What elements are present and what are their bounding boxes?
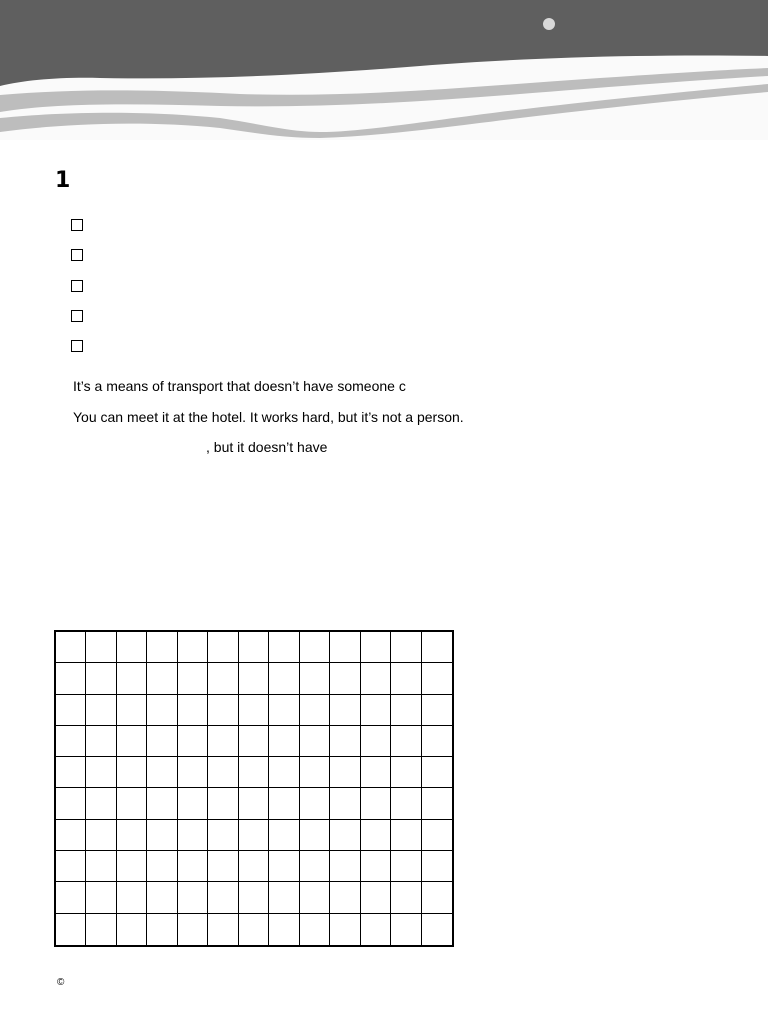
grid-cell[interactable]: [178, 788, 208, 819]
grid-cell[interactable]: [86, 788, 116, 819]
grid-cell[interactable]: [56, 632, 86, 663]
section-number: 1: [55, 168, 71, 193]
grid-cell[interactable]: [422, 851, 452, 882]
grid-cell[interactable]: [86, 632, 116, 663]
grid-cell[interactable]: [422, 695, 452, 726]
grid-cell[interactable]: [269, 882, 299, 913]
grid-cell[interactable]: [391, 788, 421, 819]
header-banner: [0, 0, 768, 140]
grid-cell[interactable]: [361, 663, 391, 694]
grid-cell[interactable]: [269, 695, 299, 726]
grid-cell[interactable]: [391, 914, 421, 945]
grid-cell[interactable]: [422, 663, 452, 694]
grid-cell[interactable]: [391, 726, 421, 757]
checkbox-1[interactable]: [71, 219, 83, 231]
grid-cell[interactable]: [208, 632, 238, 663]
grid-cell[interactable]: [178, 914, 208, 945]
grid-cell[interactable]: [147, 632, 177, 663]
grid-cell[interactable]: [300, 726, 330, 757]
grid-cell[interactable]: [117, 788, 147, 819]
grid-cell[interactable]: [56, 695, 86, 726]
grid-cell[interactable]: [361, 882, 391, 913]
grid-cell[interactable]: [208, 788, 238, 819]
grid-cell[interactable]: [422, 726, 452, 757]
word-search-grid: [54, 630, 454, 947]
grid-cell[interactable]: [208, 914, 238, 945]
grid-cell[interactable]: [208, 695, 238, 726]
grid-cell[interactable]: [178, 757, 208, 788]
grid-cell[interactable]: [330, 882, 360, 913]
grid-cell[interactable]: [178, 851, 208, 882]
grid-cell[interactable]: [361, 632, 391, 663]
grid-cell[interactable]: [117, 726, 147, 757]
grid-cell[interactable]: [147, 726, 177, 757]
grid-cell[interactable]: [56, 914, 86, 945]
grid-cell[interactable]: [300, 820, 330, 851]
grid-cell[interactable]: [269, 788, 299, 819]
grid-cell[interactable]: [269, 632, 299, 663]
grid-cell[interactable]: [178, 726, 208, 757]
clue-text-2: You can meet it at the hotel. It works hard, but it’s not a person.: [73, 409, 464, 425]
grid-cell[interactable]: [86, 726, 116, 757]
grid-cell[interactable]: [239, 663, 269, 694]
grid-cell[interactable]: [422, 914, 452, 945]
grid-cell[interactable]: [56, 820, 86, 851]
grid-cell[interactable]: [300, 663, 330, 694]
grid-cell[interactable]: [239, 632, 269, 663]
grid-cell[interactable]: [391, 695, 421, 726]
grid-cell[interactable]: [422, 882, 452, 913]
grid-cell[interactable]: [300, 914, 330, 945]
grid-cell[interactable]: [330, 632, 360, 663]
grid-cell[interactable]: [330, 757, 360, 788]
grid-cell[interactable]: [86, 757, 116, 788]
banner-dot: [543, 18, 555, 30]
checkbox-4[interactable]: [71, 310, 83, 322]
grid-cell[interactable]: [239, 914, 269, 945]
grid-cell[interactable]: [239, 757, 269, 788]
grid-cell[interactable]: [361, 726, 391, 757]
grid-cell[interactable]: [117, 632, 147, 663]
grid-cell[interactable]: [56, 788, 86, 819]
grid-cell[interactable]: [269, 726, 299, 757]
grid-cell[interactable]: [86, 663, 116, 694]
grid-cell[interactable]: [391, 882, 421, 913]
grid-cell[interactable]: [422, 757, 452, 788]
checkbox-3[interactable]: [71, 280, 83, 292]
grid-cell[interactable]: [117, 882, 147, 913]
grid-cell[interactable]: [361, 820, 391, 851]
grid-cell[interactable]: [330, 726, 360, 757]
grid-cell[interactable]: [269, 663, 299, 694]
grid-cell[interactable]: [147, 788, 177, 819]
grid-cell[interactable]: [208, 663, 238, 694]
grid-cell[interactable]: [330, 663, 360, 694]
grid-cell[interactable]: [269, 757, 299, 788]
grid-cell[interactable]: [269, 820, 299, 851]
grid-cell[interactable]: [239, 820, 269, 851]
grid-cell[interactable]: [239, 851, 269, 882]
grid-cell[interactable]: [422, 788, 452, 819]
grid-cell[interactable]: [239, 726, 269, 757]
grid-cell[interactable]: [86, 820, 116, 851]
grid-cell[interactable]: [269, 851, 299, 882]
grid-cell[interactable]: [178, 882, 208, 913]
grid-cell[interactable]: [239, 882, 269, 913]
grid-cell[interactable]: [86, 882, 116, 913]
checkbox-5[interactable]: [71, 340, 83, 352]
grid-cell[interactable]: [300, 882, 330, 913]
grid-cell[interactable]: [56, 882, 86, 913]
grid-cell[interactable]: [117, 757, 147, 788]
grid-cell[interactable]: [330, 788, 360, 819]
grid-cell[interactable]: [56, 726, 86, 757]
clue-text-3: , but it doesn’t have: [206, 439, 328, 455]
grid-cell[interactable]: [147, 757, 177, 788]
grid-cell[interactable]: [330, 851, 360, 882]
grid-cell[interactable]: [361, 695, 391, 726]
grid-cell[interactable]: [56, 757, 86, 788]
grid-cell[interactable]: [239, 695, 269, 726]
clue-text-1: It’s a means of transport that doesn’t have someone c: [73, 378, 406, 394]
grid-cell[interactable]: [391, 663, 421, 694]
grid-cell[interactable]: [178, 632, 208, 663]
grid-cell[interactable]: [117, 695, 147, 726]
grid-cell[interactable]: [147, 663, 177, 694]
grid-cell[interactable]: [330, 695, 360, 726]
grid-cell[interactable]: [208, 757, 238, 788]
grid-cell[interactable]: [147, 851, 177, 882]
grid-cell[interactable]: [391, 757, 421, 788]
grid-cell[interactable]: [208, 851, 238, 882]
grid-cell[interactable]: [178, 695, 208, 726]
grid-cell[interactable]: [117, 914, 147, 945]
grid-cell[interactable]: [361, 788, 391, 819]
grid-cell[interactable]: [391, 632, 421, 663]
grid-cell[interactable]: [208, 882, 238, 913]
grid-cell[interactable]: [178, 820, 208, 851]
checkbox-list: [71, 219, 83, 370]
grid-cell[interactable]: [147, 882, 177, 913]
grid-cell[interactable]: [86, 851, 116, 882]
grid-cell[interactable]: [300, 851, 330, 882]
grid-cell[interactable]: [147, 695, 177, 726]
checkbox-2[interactable]: [71, 249, 83, 261]
grid-cell[interactable]: [300, 695, 330, 726]
grid-cell[interactable]: [86, 914, 116, 945]
copyright-symbol: ©: [57, 977, 65, 988]
grid-cell[interactable]: [300, 757, 330, 788]
grid-cell[interactable]: [56, 663, 86, 694]
grid-cell[interactable]: [147, 914, 177, 945]
grid-cell[interactable]: [361, 851, 391, 882]
grid-cell[interactable]: [391, 820, 421, 851]
grid-cell[interactable]: [239, 788, 269, 819]
grid-cell[interactable]: [208, 820, 238, 851]
grid-cell[interactable]: [86, 695, 116, 726]
grid-cell[interactable]: [330, 914, 360, 945]
grid-cell[interactable]: [361, 757, 391, 788]
grid-cell[interactable]: [147, 820, 177, 851]
grid-cell[interactable]: [269, 914, 299, 945]
grid-cell[interactable]: [361, 914, 391, 945]
grid-cell[interactable]: [422, 632, 452, 663]
grid-cell[interactable]: [117, 820, 147, 851]
grid-cell[interactable]: [56, 851, 86, 882]
grid-cell[interactable]: [300, 632, 330, 663]
grid-cell[interactable]: [391, 851, 421, 882]
grid-cell[interactable]: [117, 663, 147, 694]
grid-cell[interactable]: [117, 851, 147, 882]
grid-cell[interactable]: [422, 820, 452, 851]
grid-cell[interactable]: [330, 820, 360, 851]
grid-cell[interactable]: [300, 788, 330, 819]
grid-cell[interactable]: [178, 663, 208, 694]
grid-cell[interactable]: [208, 726, 238, 757]
